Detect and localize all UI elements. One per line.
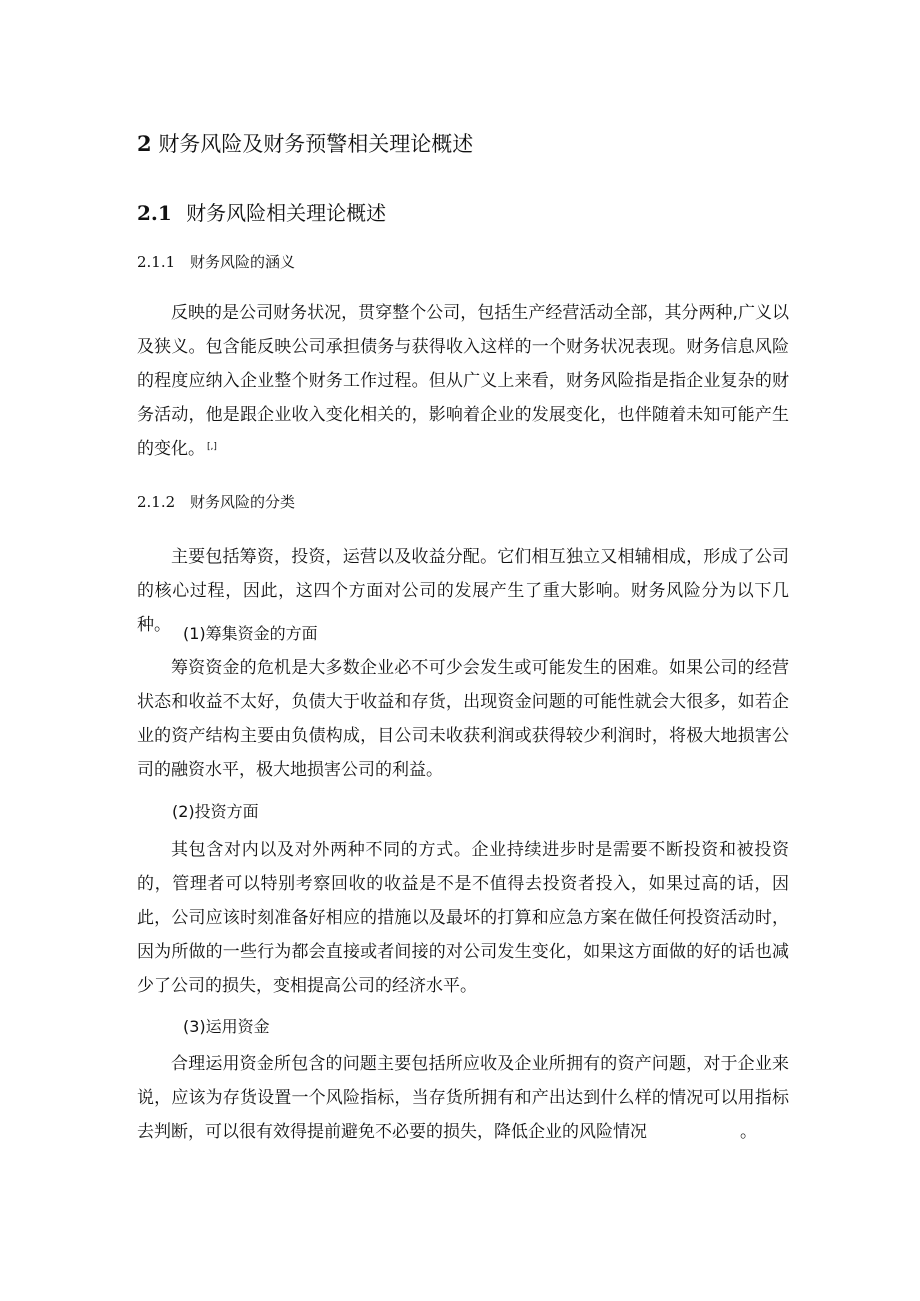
item-label-3: (3)运用资金 — [183, 1017, 270, 1036]
chapter-title: 财务风险及财务预警相关理论概述 — [158, 132, 474, 156]
item-text-3-trailing-period: 。 — [740, 1122, 757, 1142]
subsection-number-1: 2.1.1 — [137, 253, 176, 271]
subsection-heading-2 — [137, 490, 295, 514]
item-text-2: 其包含对内以及对外两种不同的方式。企业持续进步时是需要不断投资和被投资的，管理者可以特别考察回收的收益是不是不值得去投资者投入，如果过高的话，因此，公司应该时刻准备好相应的措施以及最坏的打算和应急方案在做任何投资活动时，因为所做的一些行为都会直接或者间接的对公司发生变化，如果这方面做的好的话也减少了公司的损失，变相提高公司的经济水平。 — [137, 840, 789, 996]
item-label-1: (1)筹集资金的方面 — [183, 624, 318, 643]
chapter-heading — [137, 128, 473, 160]
section-title: 财务风险相关理论概述 — [186, 201, 387, 225]
paragraph-classification-intro: 主要包括筹资，投资，运营以及收益分配。它们相互独立又相辅相成，形成了公司的核心过程，因此，这四个方面对公司的发展产生了重大影响。财务风险分为以下几种。 — [137, 547, 789, 635]
citation-marker: [,] — [207, 442, 217, 452]
subsection-heading-1 — [137, 250, 295, 274]
section-heading — [137, 197, 386, 229]
section-number: 2.1 — [137, 201, 172, 225]
subsection-number-2: 2.1.2 — [137, 493, 176, 511]
paragraph-definition — [137, 296, 789, 466]
item-text-1: 筹资资金的危机是大多数企业必不可少会发生或可能发生的困难。如果公司的经营状态和收益不太好，负债大于收益和存货，出现资金问题的可能性就会大很多，如若企业的资产结构主要由负债构成，目公司未收获利润或获得较少利润时，将极大地损害公司的融资水平，极大地损害公司的利益。 — [137, 658, 789, 780]
paragraph-definition-text: 反映的是公司财务状况，贯穿整个公司，包括生产经营活动全部，其分两种,广义以及狭义。包含能反映公司承担债务与获得收入这样的一个财务状况表现。财务信息风险的程度应纳入企业整个财务工作过程。但从广义上来看，财务风险指是指企业复杂的财务活动，他是跟企业收入变化相关的，影响着企业的发展变化，也伴随着未知可能产生的变化。 — [137, 303, 789, 459]
item-text-3 — [137, 1047, 789, 1149]
subsection-title-2: 财务风险的分类 — [189, 493, 295, 511]
item-text-3-body: 合理运用资金所包含的问题主要包括所应收及企业所拥有的资产问题，对于企业来说，应该为存货设置一个风险指标，当存货所拥有和产出达到什么样的情况可以用指标去判断，可以很有效得提前避免不必要的损失，降低企业的风险情况 — [137, 1054, 789, 1142]
chapter-number: 2 — [137, 131, 152, 156]
item-label-2: (2)投资方面 — [172, 802, 259, 821]
subsection-title-1: 财务风险的涵义 — [189, 253, 295, 271]
